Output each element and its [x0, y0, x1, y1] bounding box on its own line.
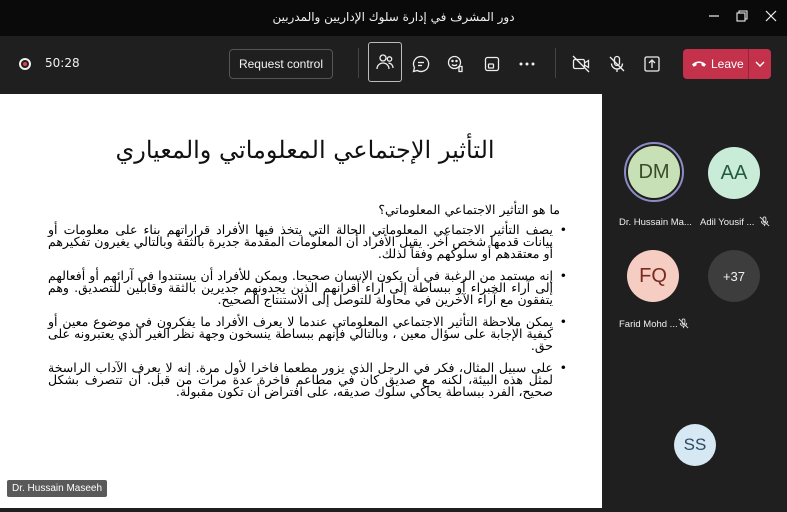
leave-divider	[748, 49, 749, 79]
maximize-button[interactable]	[731, 7, 753, 29]
slide-bullet: • يمكن ملاحظة التأثير الاجتماعي المعلوماتي عندما لا يعرف الأفراد ما يفكرون في موضوع معين أو كيفية الإجابة على سؤال معين ، وبالتالي فإنهم ببساطة ينسخون وجهة نظر الغير الذي يعتبرونه على حق.	[48, 316, 563, 352]
meeting-timer: 50:28	[45, 56, 80, 70]
camera-toggle-button[interactable]	[565, 48, 597, 80]
chat-icon	[411, 54, 431, 74]
mic-muted-icon	[678, 318, 689, 329]
slide-bullet: • يصف التأثير الاجتماعي المعلوماتي الحالة التي يتخذ فيها الأفراد قراراتهم بناء على معلومات أو بيانات قدمها شخص آخر. يقبل الأفراد أن المعلومات المقدمة جديرة بالثقة وبالتالي يغيرون تفكيرهم أو معتقدهم أو سلوكهم وفقاً لذلك.	[48, 224, 563, 260]
chat-button[interactable]	[405, 48, 437, 80]
meeting-toolbar	[0, 36, 787, 92]
recording-icon	[19, 58, 31, 70]
avatar: FQ	[627, 250, 679, 302]
restore-icon	[736, 10, 748, 22]
participant-name: Adil Yousif ...	[700, 217, 755, 228]
participant-name: Dr. Hussain Ma...	[619, 217, 692, 228]
avatar: AA	[708, 147, 760, 199]
mic-toggle-button[interactable]	[601, 48, 633, 80]
share-content-button[interactable]	[636, 48, 668, 80]
slide-question: ما هو التأثير الاجتماعي المعلوماتي؟	[378, 202, 560, 217]
slide-bullets	[48, 224, 563, 408]
hang-up-icon	[691, 58, 707, 70]
slide-title: التأثير الإجتماعي المعلوماتي والمعياري	[115, 136, 495, 164]
breakout-rooms-button[interactable]	[476, 48, 508, 80]
mic-off-icon	[607, 54, 627, 74]
minimize-icon	[708, 10, 720, 22]
mic-muted-icon	[759, 216, 770, 227]
close-icon	[765, 10, 777, 22]
participant-name: Farid Mohd ...	[619, 319, 678, 330]
slide-bullet: • على سبيل المثال، فكر في الرجل الذي يزور مطعما فاخرا لأول مرة. إنه لا يعرف الآداب الراسخة لمثل هذه البيئة، لكنه مع صديق كان في مطاعم فاخرة عدة مرات من قبل. أن تتصرف بشكل صحيح، الفرد ببساطة يحاكي سلوك صديقه، على افتراض أن تكون مقبولة.	[48, 362, 563, 398]
reactions-icon	[446, 54, 466, 74]
toolbar-divider	[358, 48, 359, 78]
slide-bullet: • إنه مستمد من الرغبة في أن يكون الإنسان صحيحا. ويمكن للأفراد أن يستندوا في آرائهم أو أفعالهم إلى آراء الخبراء أو ببساطة إلى آراء أقرانهم الذين يجدونهم جديرين بالثقة وقابلين للتصديق. وهم يتفقون مع آراء الآخرين في محاولة للتوصل إلى الاستنتاج الصحيح.	[48, 270, 563, 306]
people-icon	[375, 52, 395, 72]
reactions-button[interactable]	[440, 48, 472, 80]
breakout-rooms-icon	[482, 54, 502, 74]
people-button[interactable]	[368, 42, 402, 82]
more-icon	[517, 54, 537, 74]
minimize-button[interactable]	[703, 7, 725, 29]
window-title: دور المشرف في إدارة سلوك الإداريين والمدربين	[272, 10, 515, 24]
camera-off-icon	[571, 54, 591, 74]
title-bar	[0, 0, 787, 36]
request-control-button[interactable]: Request control	[229, 49, 333, 79]
presenter-name-tag: Dr. Hussain Maseeh	[7, 480, 107, 497]
shared-presentation	[0, 94, 602, 508]
more-actions-button[interactable]	[511, 48, 543, 80]
close-button[interactable]	[760, 7, 782, 29]
leave-label: Leave	[711, 57, 744, 71]
toolbar-divider	[555, 48, 556, 78]
chevron-down-icon[interactable]	[753, 55, 767, 73]
share-icon	[642, 54, 662, 74]
self-view-avatar[interactable]: SS	[674, 424, 716, 466]
leave-button[interactable]	[683, 49, 771, 79]
avatar: DM	[628, 146, 680, 198]
more-participants-button[interactable]: +37	[708, 250, 760, 302]
